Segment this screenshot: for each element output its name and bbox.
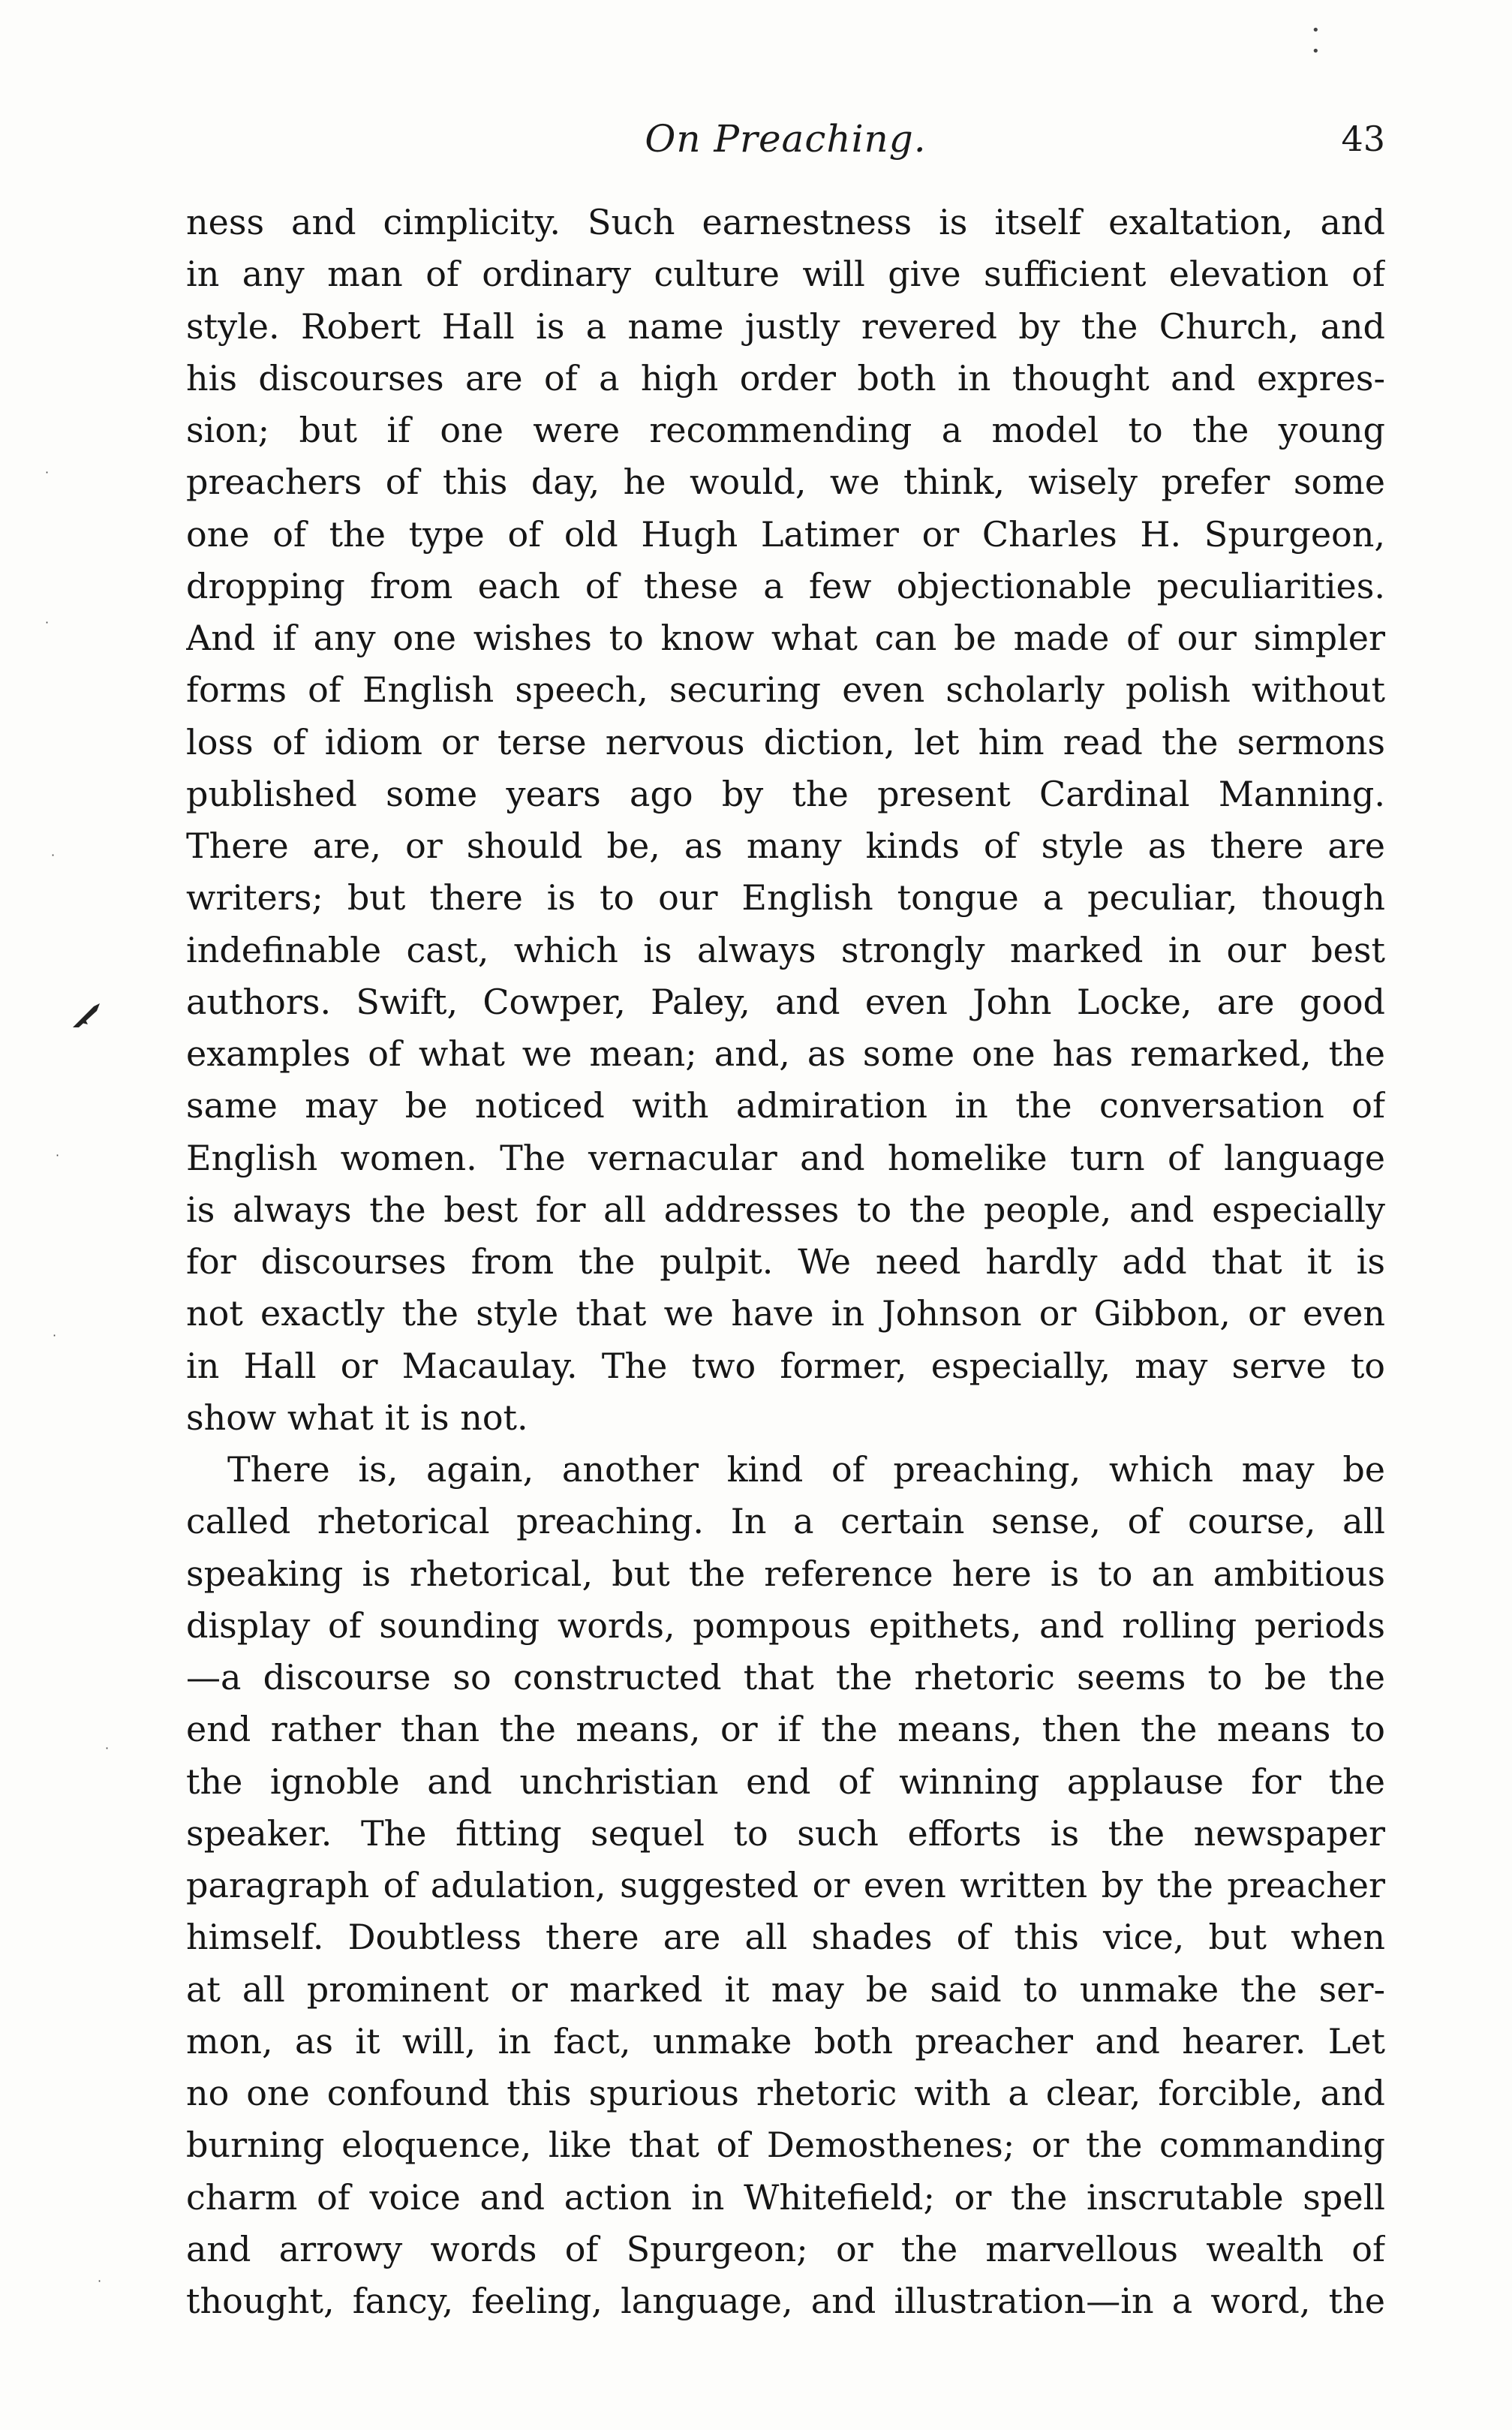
page-number: 43 <box>1341 119 1385 159</box>
margin-dot-icon: • <box>1312 44 1320 59</box>
text-line: examples of what we mean; and, as some one has remarked, the <box>186 1033 1385 1074</box>
margin-dot-icon: · <box>98 2274 102 2288</box>
text-line: sion; but if one were recommending a model to the young <box>186 410 1385 450</box>
running-title: On Preaching. <box>645 117 927 161</box>
text-line: loss of idiom or terse nervous diction, let him read the sermons <box>186 721 1385 762</box>
text-line: is always the best for all addresses to the people, and especially <box>186 1189 1385 1230</box>
text-line: indefinable cast, which is always strongly marked in our best <box>186 929 1385 970</box>
text-line: ness and cimplicity. Such earnestness is itself exaltation, and <box>186 202 1385 242</box>
text-line: published some years ago by the present Cardinal Manning. <box>186 773 1385 814</box>
text-line: the ignoble and unchristian end of winning applause for the <box>186 1761 1385 1802</box>
text-line: no one confound this spurious rhetoric with a clear, forcible, and <box>186 2073 1385 2113</box>
text-line: and arrowy words of Spurgeon; or the marvellous wealth of <box>186 2228 1385 2269</box>
page-header <box>186 113 1385 173</box>
margin-dot-icon: · <box>53 1328 57 1343</box>
margin-dot-icon: · <box>51 848 56 862</box>
text-line: style. Robert Hall is a name justly revered by the Church, and <box>186 305 1385 347</box>
text-line: end rather than the means, or if the means, then the means to <box>186 1709 1385 1750</box>
text-line: There is, again, another kind of preaching, which may be <box>227 1449 1385 1490</box>
text-line: at all prominent or marked it may be said to unmake the ser- <box>186 1968 1385 2010</box>
text-line: preachers of this day, he would, we think, wisely prefer some <box>186 462 1385 503</box>
text-line: same may be noticed with admiration in the conversation of <box>186 1085 1385 1126</box>
margin-dot-icon: · <box>45 615 50 630</box>
text-line: And if any one wishes to know what can be made of our simpler <box>186 618 1385 658</box>
text-line: forms of English speech, securing even scholarly polish without <box>186 669 1385 711</box>
margin-dot-icon: · <box>105 1741 110 1755</box>
margin-dot-icon: • <box>1312 23 1320 38</box>
text-line: mon, as it will, in fact, unmake both preacher and hearer. Let <box>186 2020 1385 2062</box>
text-line: speaking is rhetorical, but the reference here is to an ambitious <box>186 1553 1385 1594</box>
margin-dot-icon: · <box>56 1148 60 1162</box>
margin-pointer-icon <box>71 1002 101 1029</box>
text-line: not exactly the style that we have in Johnson or Gibbon, or even <box>186 1293 1385 1334</box>
body-text <box>186 197 1385 2327</box>
paragraph-2 <box>186 1444 1385 2327</box>
text-line: writers; but there is to our English tongue a peculiar, though <box>186 877 1385 919</box>
text-line: himself. Doubtless there are all shades of this vice, but when <box>186 1917 1385 1958</box>
text-line: There are, or should be, as many kinds of style as there are <box>186 826 1385 866</box>
text-line: in any man of ordinary culture will give sufficient elevation of <box>186 254 1385 295</box>
text-line: called rhetorical preaching. In a certain sense, of course, all <box>186 1501 1385 1542</box>
text-line: speaker. The fitting sequel to such efforts is the newspaper <box>186 1812 1385 1854</box>
paragraph-1 <box>186 197 1385 1444</box>
text-line: —a discourse so constructed that the rhetoric seems to be the <box>186 1657 1385 1698</box>
text-line: for discourses from the pulpit. We need hardly add that it is <box>186 1241 1385 1282</box>
text-line: dropping from each of these a few objectionable peculiarities. <box>186 565 1385 606</box>
margin-dot-icon: · <box>45 465 50 480</box>
text-line: authors. Swift, Cowper, Paley, and even John Locke, are good <box>186 981 1385 1022</box>
text-line: burning eloquence, like that of Demosthenes; or the commanding <box>186 2125 1385 2166</box>
text-line: English women. The vernacular and homelike turn of language <box>186 1137 1385 1178</box>
text-line: paragraph of adulation, suggested or even written by the preacher <box>186 1865 1385 1905</box>
text-line: charm of voice and action in Whitefield; or the inscrutable spell <box>186 2176 1385 2218</box>
text-line: display of sounding words, pompous epithets, and rolling periods <box>186 1604 1385 1646</box>
text-line: his discourses are of a high order both in thought and expres- <box>186 357 1385 398</box>
text-line: thought, fancy, feeling, language, and illustration—in a word, the <box>186 2281 1385 2321</box>
text-line: in Hall or Macaulay. The two former, especially, may serve to <box>186 1345 1385 1386</box>
text-line: one of the type of old Hugh Latimer or Charles H. Spurgeon, <box>186 513 1385 555</box>
text-line: show what it is not. <box>186 1397 528 1438</box>
